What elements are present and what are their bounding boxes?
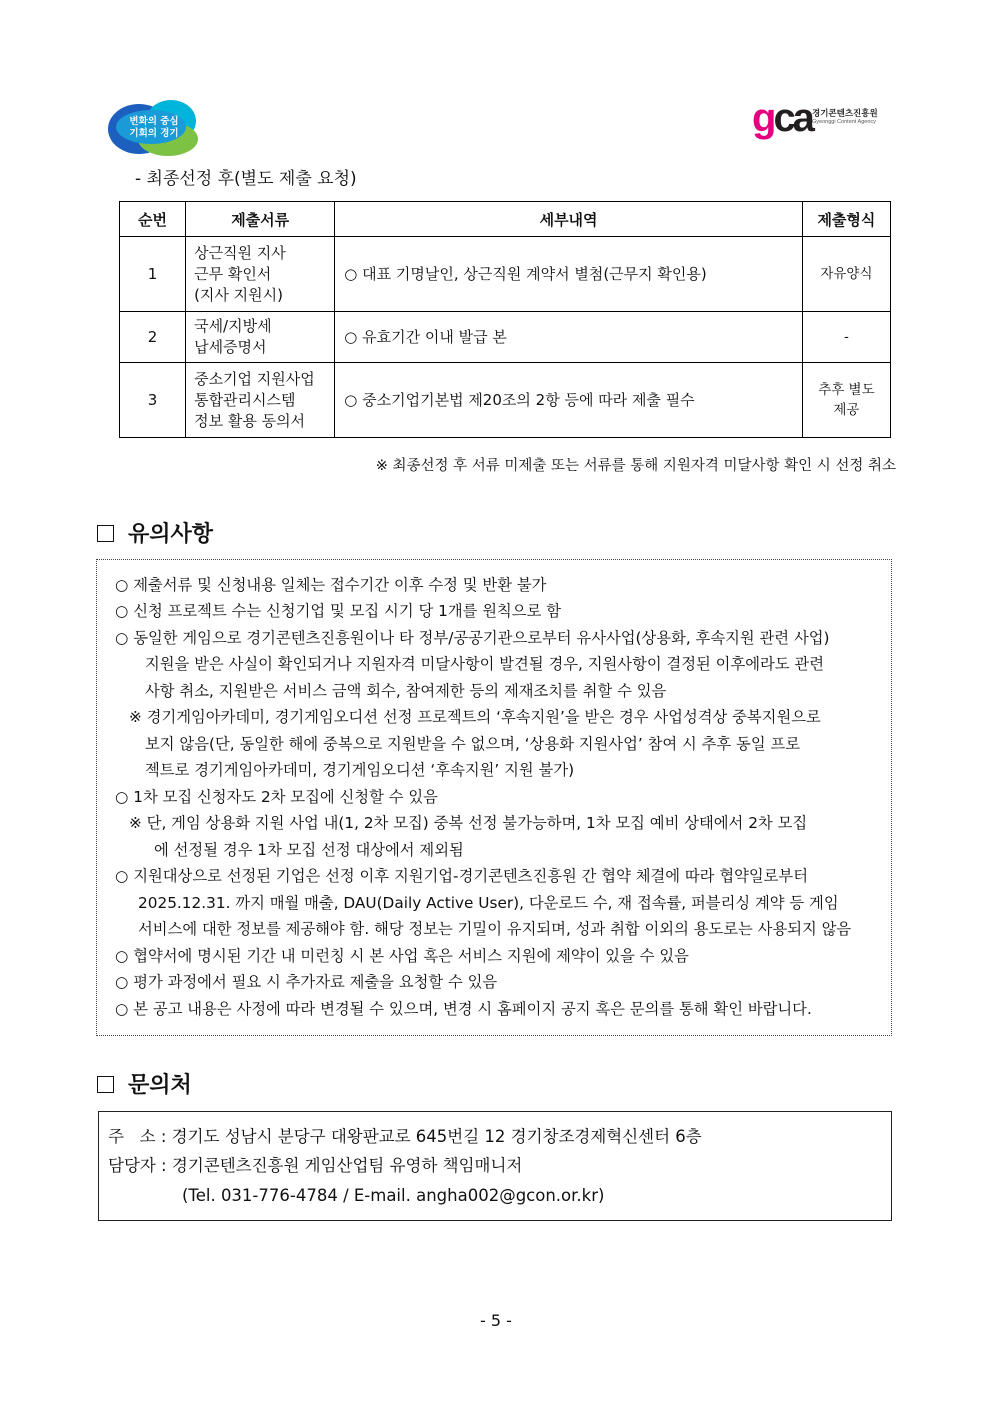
row-number: 3: [120, 363, 186, 438]
page-number: - 5 -: [480, 1311, 512, 1330]
column-header-format: 제출형식: [802, 202, 890, 237]
document-name: 중소기업 지원사업 통합관리시스템 정보 활용 동의서: [186, 363, 335, 438]
notice-line: 젝트로 경기게임아카데미, 경기게임오디션 ‘후속지원’ 지원 불가): [145, 761, 575, 779]
checkbox-square-icon: [97, 1076, 114, 1093]
column-header-no: 순번: [120, 202, 186, 237]
checkbox-square-icon: [97, 525, 114, 542]
notice-line: 보지 않음(단, 동일한 해에 중복으로 지원받을 수 없으며, ‘상용화 지원사업’ 참여 시 추후 동일 프로: [145, 735, 801, 753]
contact-section-heading: [97, 1068, 192, 1099]
document-format: -: [802, 312, 890, 363]
table-header-row: [120, 202, 891, 237]
section-subtitle: - 최종선정 후(별도 제출 요청): [135, 169, 357, 189]
notice-line: ○ 신청 프로젝트 수는 신청기업 및 모집 시기 당 1개를 원칙으로 함: [115, 602, 561, 620]
notice-line: 서비스에 대한 정보를 제공해야 함. 해당 정보는 기밀이 유지되며, 성과 취합 이외의 용도로는 사용되지 않음: [138, 920, 852, 938]
notice-line: 사항 취소, 지원받은 서비스 금액 회수, 참여제한 등의 제재조치를 취할 수 있음: [145, 682, 667, 700]
agency-name-en: Gyeonggi Content Agency: [812, 119, 876, 125]
document-format: 자유양식: [802, 237, 890, 312]
notice-line: ○ 1차 모집 신청자도 2차 모집에 신청할 수 있음: [115, 788, 438, 806]
notice-line: ※ 단, 게임 상용화 지원 사업 내(1, 2차 모집) 중복 선정 불가능하며, 1차 모집 예비 상태에서 2차 모집: [129, 814, 808, 832]
submission-documents-table: [119, 201, 891, 438]
address-row: [108, 1126, 702, 1148]
notice-line: ○ 협약서에 명시된 기간 내 미런칭 시 본 사업 혹은 서비스 지원에 제약이 있을 수 있음: [115, 947, 689, 965]
document-name: 상근직원 지사 근무 확인서 (지사 지원시): [186, 237, 335, 312]
manager-label: 담당자 :: [108, 1156, 167, 1175]
notice-section-heading: [97, 517, 213, 548]
slogan-line-2: 기회의 경기: [129, 128, 179, 139]
manager-row: [108, 1155, 522, 1177]
column-header-document: 제출서류: [186, 202, 335, 237]
gca-logo: [752, 96, 892, 145]
slogan-line-1: 변화의 중심: [129, 116, 179, 127]
document-format: 추후 별도 제공: [802, 363, 890, 438]
row-number: 2: [120, 312, 186, 363]
table-row: [120, 237, 891, 312]
notice-line: ○ 본 공고 내용은 사정에 따라 변경될 수 있으며, 변경 시 홈페이지 공지 혹은 문의를 통해 확인 바랍니다.: [115, 1000, 812, 1018]
notice-line: ○ 지원대상으로 선정된 기업은 선정 이후 지원기업-경기콘텐츠진흥원 간 협약 체결에 따라 협약일로부터: [115, 867, 808, 885]
gca-logo-mark: gca: [752, 96, 812, 140]
notice-line: 에 선정될 경우 1차 모집 선정 대상에서 제외됨: [154, 841, 464, 859]
notice-title: 유의사항: [128, 522, 214, 547]
document-detail: ○ 대표 기명날인, 상근직원 계약서 별첨(근무지 확인용): [335, 237, 803, 312]
agency-name-ko: 경기콘텐츠진흥원: [812, 109, 878, 119]
column-header-detail: 세부내역: [335, 202, 803, 237]
notice-line: ○ 제출서류 및 신청내용 일체는 접수기간 이후 수정 및 반환 불가: [115, 576, 547, 594]
notice-line: ○ 동일한 게임으로 경기콘텐츠진흥원이나 타 정부/공공기관으로부터 유사사업(상용화, 후속지원 관련 사업): [115, 629, 830, 647]
notice-line: 지원을 받은 사실이 확인되거나 지원자격 미달사항이 발견될 경우, 지원사항이 결정된 이후에라도 관련: [145, 655, 824, 673]
address-value: 경기도 성남시 분당구 대왕판교로 645번길 12 경기창조경제혁신센터 6층: [171, 1127, 702, 1146]
notice-line: ○ 평가 과정에서 필요 시 추가자료 제출을 요청할 수 있음: [115, 973, 498, 991]
document-detail: ○ 유효기간 이내 발급 본: [335, 312, 803, 363]
contact-info: (Tel. 031-776-4784 / E-mail. angha002@gcon.or.kr): [182, 1186, 605, 1205]
manager-value: 경기콘텐츠진흥원 게임산업팀 유영하 책임매니저: [171, 1156, 523, 1175]
row-number: 1: [120, 237, 186, 312]
notice-line: ※ 경기게임아카데미, 경기게임오디션 선정 프로젝트의 ‘후속지원’을 받은 경우 사업성격상 중복지원으로: [129, 708, 821, 726]
document-detail: ○ 중소기업기본법 제20조의 2항 등에 따라 제출 필수: [335, 363, 803, 438]
document-name: 국세/지방세 납세증명서: [186, 312, 335, 363]
contact-box: [98, 1111, 892, 1221]
table-row: [120, 363, 891, 438]
contact-title: 문의처: [128, 1073, 192, 1098]
gyeonggi-slogan-logo: [108, 100, 198, 156]
address-label: 주 소 :: [108, 1127, 167, 1146]
table-row: [120, 312, 891, 363]
table-footnote: ※ 최종선정 후 서류 미제출 또는 서류를 통해 지원자격 미달사항 확인 시 선정 취소: [375, 458, 896, 474]
notice-line: 2025.12.31. 까지 매월 매출, DAU(Daily Active User), 다운로드 수, 재 접속률, 퍼블리싱 계약 등 게임: [138, 894, 839, 912]
notice-box: [96, 559, 892, 1036]
